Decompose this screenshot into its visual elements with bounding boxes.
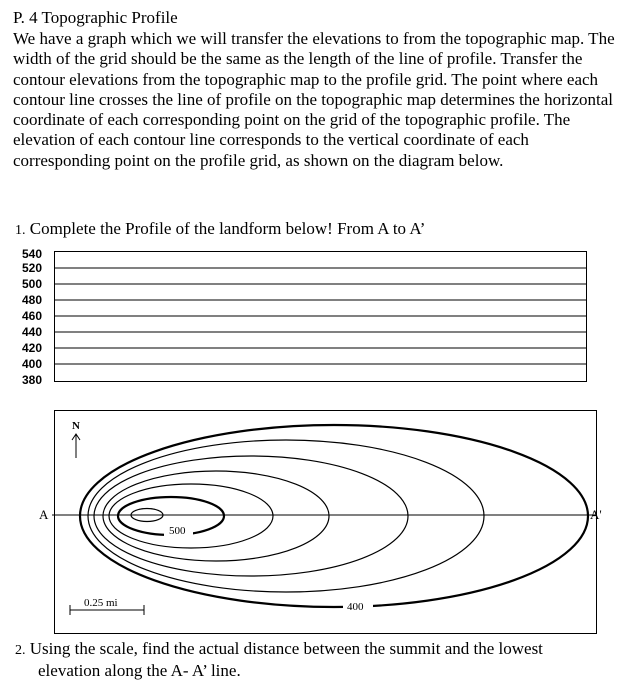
y-label-440: 440 (22, 325, 43, 339)
page-title: P. 4 Topographic Profile (13, 8, 178, 27)
y-label-480: 480 (22, 293, 43, 307)
contour-420 (88, 440, 484, 592)
north-label: N (72, 420, 80, 432)
topographic-map (38, 410, 618, 635)
point-a-label: A (39, 507, 49, 522)
question-2 (15, 639, 615, 681)
intro-paragraph: We have a graph which we will transfer the elevations to from the topographic map. The width of the grid should be the same as the length of the line of profile. Transfer the contour elevations from the topographic map to the profile grid. The point where each contour line crosses the line of profile on the topographic map determines the horizontal coordinate of each corresponding point on the grid of the topographic profile. The elevation of each contour line corresponds to the vertical coordinate of each corresponding point on the profile grid, as shown on the diagram below. (13, 29, 615, 170)
question-1-text: Complete the Profile of the landform below! From A to A’ (29, 219, 426, 238)
north-arrow-icon (72, 434, 80, 458)
contour-480 (109, 484, 273, 548)
y-label-400: 400 (22, 357, 43, 371)
map-frame (55, 411, 597, 634)
contour-440 (94, 456, 408, 576)
question-1-number: 1. (15, 223, 26, 238)
y-label-500: 500 (22, 277, 43, 291)
contour-400 (80, 425, 588, 607)
contour-label-400: 400 (347, 601, 364, 613)
y-label-420: 420 (22, 341, 43, 355)
question-2-line1: Using the scale, find the actual distance between the summit and the lowest (29, 639, 543, 658)
y-label-540: 540 (22, 247, 43, 261)
profile-grid (54, 251, 587, 382)
scale-label: 0.25 mi (84, 597, 118, 609)
y-label-380: 380 (22, 373, 43, 387)
contour-label-500: 500 (169, 525, 186, 537)
y-label-520: 520 (22, 261, 43, 275)
point-a-prime-label: A' (590, 507, 602, 522)
question-1 (15, 219, 425, 241)
question-2-number: 2. (15, 643, 26, 658)
y-label-460: 460 (22, 309, 43, 323)
contour-460 (103, 471, 329, 561)
question-2-line2: elevation along the A- A’ line. (38, 661, 241, 680)
